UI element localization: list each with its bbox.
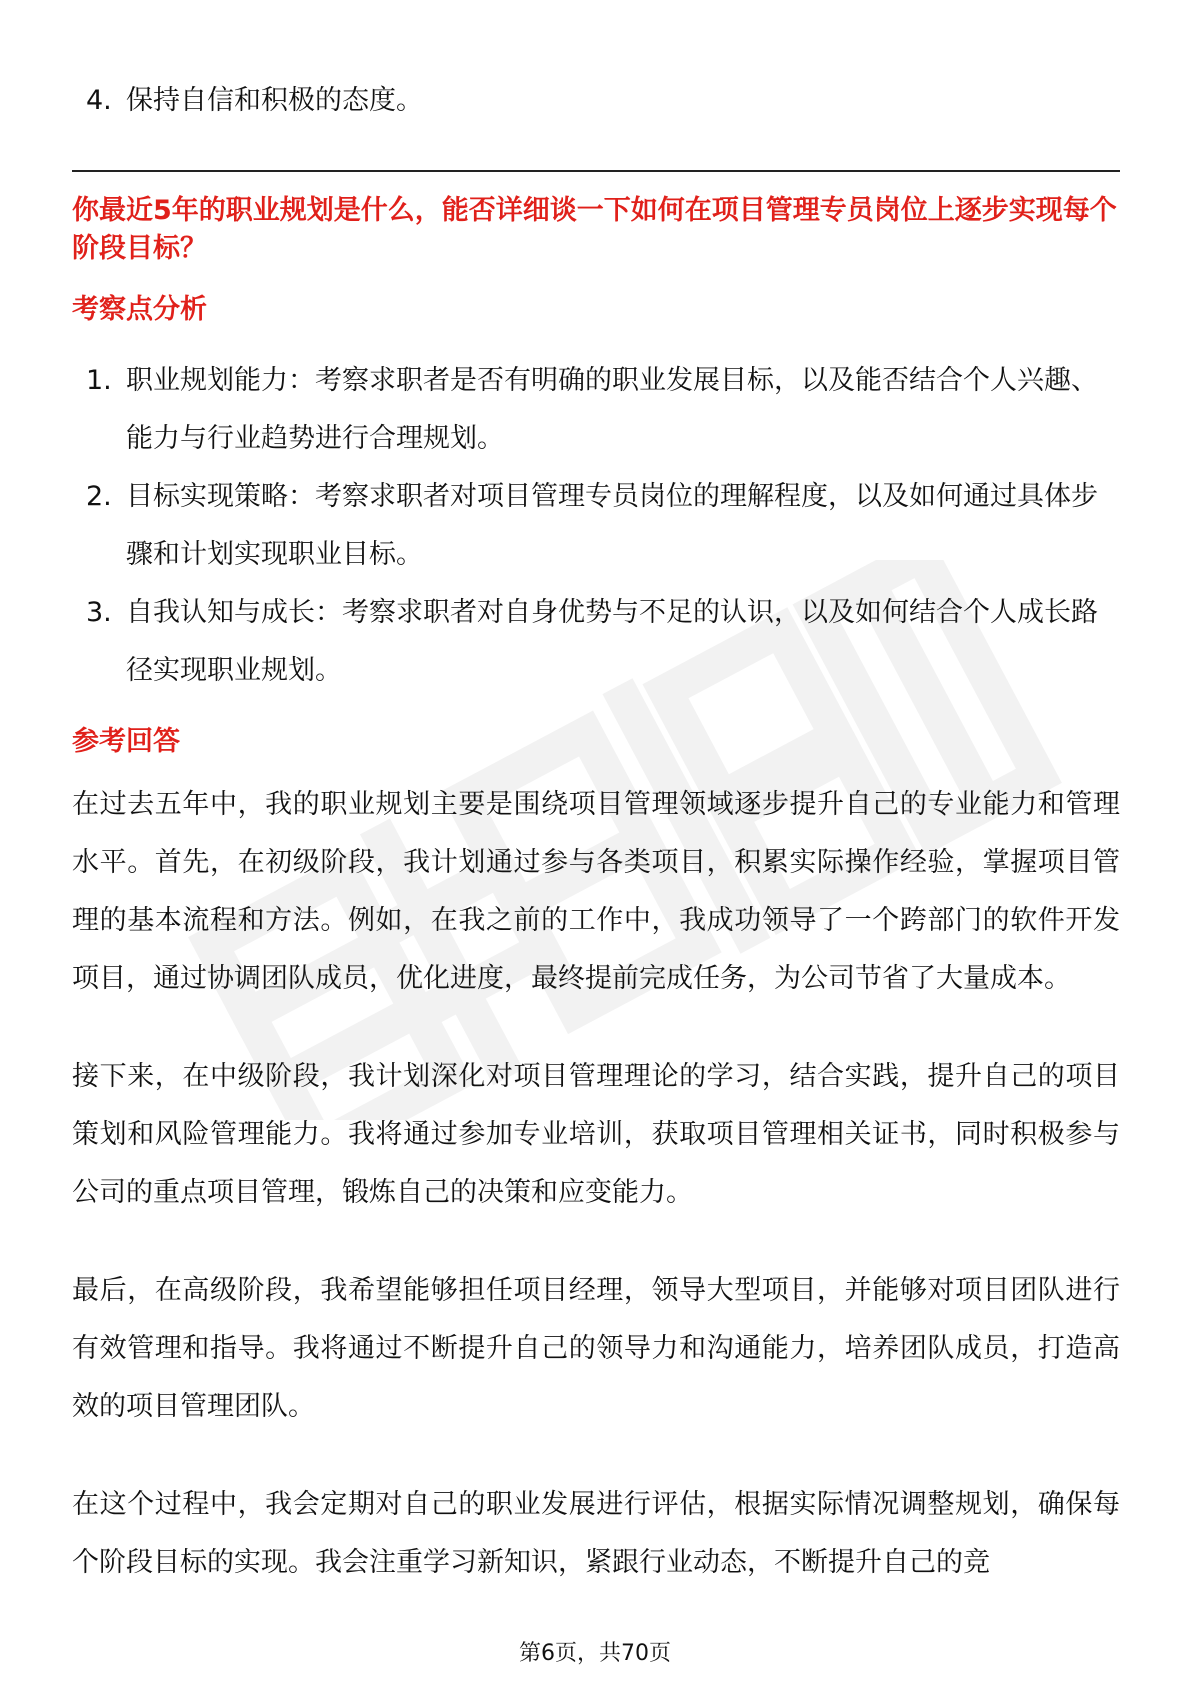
list-item — [72, 352, 1120, 468]
answer-paragraph: 在过去五年中，我的职业规划主要是围绕项目管理领域逐步提升自己的专业能力和管理水平。首先，在初级阶段，我计划通过参与各类项目，积累实际操作经验，掌握项目管理的基本流程和方法。例如，在我之前的工作中，我成功领导了一个跨部门的软件开发项目，通过协调团队成员，优化进度，最终提前完成任务，为公司节省了大量成本。 — [72, 789, 1120, 994]
list-item-number: 3. — [86, 597, 112, 628]
list-item-text: 保持自信和积极的态度。 — [126, 85, 423, 116]
list-item — [72, 584, 1120, 700]
list-item-number: 2. — [86, 481, 112, 512]
list-item-number: 1. — [86, 365, 112, 396]
section-divider — [72, 170, 1120, 172]
question-heading: 你最近5年的职业规划是什么，能否详细谈一下如何在项目管理专员岗位上逐步实现每个阶段目标？ — [72, 195, 1117, 264]
answer-paragraph: 在这个过程中，我会定期对自己的职业发展进行评估，根据实际情况调整规划，确保每个阶段目标的实现。我会注重学习新知识，紧跟行业动态，不断提升自己的竞 — [72, 1489, 1120, 1578]
analysis-heading: 考察点分析 — [72, 294, 207, 325]
list-item-text: 目标实现策略：考察求职者对项目管理专员岗位的理解程度，以及如何通过具体步骤和计划实现职业目标。 — [126, 481, 1098, 570]
answer-paragraph: 最后，在高级阶段，我希望能够担任项目经理，领导大型项目，并能够对项目团队进行有效管理和指导。我将通过不断提升自己的领导力和沟通能力，培养团队成员，打造高效的项目管理团队。 — [72, 1275, 1120, 1422]
list-item — [72, 468, 1120, 584]
list-item-number: 4. — [86, 85, 112, 116]
answer-paragraph: 接下来，在中级阶段，我计划深化对项目管理理论的学习，结合实践，提升自己的项目策划和风险管理能力。我将通过参加专业培训，获取项目管理相关证书，同时积极参与公司的重点项目管理，锻炼自己的决策和应变能力。 — [72, 1061, 1120, 1208]
list-item — [72, 72, 1120, 130]
list-item-text: 自我认知与成长：考察求职者对自身优势与不足的认识，以及如何结合个人成长路径实现职业规划。 — [126, 597, 1098, 686]
answer-heading: 参考回答 — [72, 726, 180, 757]
content-area — [72, 72, 1120, 1592]
page-number: 第6页，共70页 — [519, 1641, 671, 1666]
list-item-text: 职业规划能力：考察求职者是否有明确的职业发展目标，以及能否结合个人兴趣、能力与行业趋势进行合理规划。 — [126, 365, 1098, 454]
analysis-list — [72, 352, 1120, 700]
